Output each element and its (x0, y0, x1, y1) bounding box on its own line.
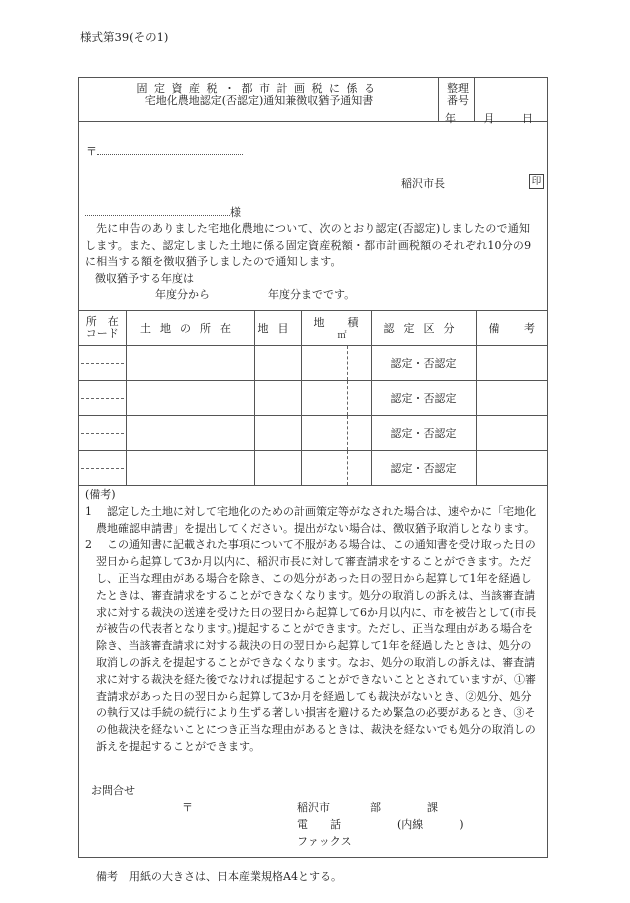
inquiry-label: お問合せ (91, 784, 135, 797)
footer-note: 備考 用紙の大きさは、日本産業規格A4とする。 (96, 870, 342, 883)
form-id: 様式第39(その1) (80, 30, 169, 44)
extension-close: ) (459, 818, 464, 831)
header-remarks (476, 311, 547, 346)
header-area-part-1: 地 (313, 316, 325, 329)
reference-number-label (440, 83, 476, 107)
form-title-line-1: 固定資産税・都市計画税に係る (136, 82, 382, 95)
date-month: 月 (483, 112, 495, 125)
remarks-cell[interactable] (476, 416, 547, 451)
dashed-divider (81, 468, 124, 469)
header-area-unit: ㎡ (337, 331, 347, 341)
header-area (301, 311, 371, 346)
dashed-divider (81, 433, 124, 434)
honorific: 様 (230, 206, 241, 219)
land-category-cell[interactable] (254, 346, 301, 381)
classification-cell[interactable]: 認定・否認定 (371, 416, 476, 451)
area-cell[interactable] (301, 416, 371, 451)
header-land-category: 地目 (254, 311, 301, 346)
note-text: 認定した土地に対して宅地化のための計画策定等がなされた場合は、速やかに「宅地化農地確認申請書」を提出してください。提出がない場合は、徴収猶予取消しとなります。 (96, 504, 536, 535)
dashed-divider (347, 416, 348, 450)
location-cell[interactable] (126, 451, 254, 486)
location-cell[interactable] (126, 416, 254, 451)
classification-cell[interactable]: 認定・否認定 (371, 381, 476, 416)
header-remarks-part-2: 考 (524, 322, 535, 335)
land-table (79, 310, 547, 486)
addressee-name-field[interactable] (85, 215, 230, 216)
deferral-label: 徴収猶予する年度は (95, 272, 194, 285)
header-code-line-1: 所 在 (85, 315, 119, 328)
form-title-line-2: 宅地化農地認定(否認定)通知兼徴収猶予通知書 (144, 94, 374, 107)
location-code-cell[interactable] (79, 381, 126, 416)
note-item (85, 537, 542, 755)
deferral-to-label: 年度分までです。 (268, 288, 356, 301)
inquiry-city: 稲沢市 (297, 801, 330, 814)
classification-cell[interactable]: 認定・否認定 (371, 451, 476, 486)
dashed-divider (347, 451, 348, 485)
table-row (79, 451, 547, 486)
header-classification: 認定区分 (371, 311, 476, 346)
land-category-cell[interactable] (254, 451, 301, 486)
notes-heading: (備考) (85, 488, 116, 501)
notice-paragraph: 先に申告のありました宅地化農地について、次のとおり認定(否認定)しましたので通知します。また、認定しました土地に係る固定資産税額・都市計画税額のそれぞれ10分の9に相当する額を徴収猶予しましたので通知します。 (85, 222, 532, 268)
reference-label-line-2: 番号 (447, 94, 469, 107)
date-year: 年 (445, 112, 456, 125)
inquiry-fax: ファックス (297, 835, 352, 848)
postal-mark-icon: 〒 (182, 801, 193, 814)
land-category-cell[interactable] (254, 381, 301, 416)
header-location-code (79, 311, 126, 346)
location-code-cell[interactable] (79, 416, 126, 451)
notes-section (85, 487, 542, 756)
land-category-cell[interactable] (254, 416, 301, 451)
remarks-cell[interactable] (476, 381, 547, 416)
reference-label-line-1: 整理 (447, 82, 469, 95)
header-code-line-2: コード (85, 327, 119, 340)
deferral-period (95, 271, 355, 303)
seal-icon: 印 (529, 174, 544, 189)
deferral-from-label: 年度分から (155, 288, 210, 301)
header-location: 土地の所在 (126, 311, 254, 346)
note-number: 1 (85, 504, 92, 518)
location-cell[interactable] (126, 381, 254, 416)
location-code-cell[interactable] (79, 451, 126, 486)
note-item (85, 504, 542, 538)
phone-label: 電 話 (297, 818, 341, 831)
location-code-cell[interactable] (79, 346, 126, 381)
postal-mark-icon: 〒 (86, 145, 97, 158)
recipient-postal-field[interactable] (97, 154, 243, 155)
header-area-part-2: 積 (347, 316, 359, 329)
form-title (79, 83, 439, 107)
inquiry-phone (297, 817, 464, 834)
table-row (79, 346, 547, 381)
dashed-divider (347, 381, 348, 415)
remarks-cell[interactable] (476, 451, 547, 486)
issuer-name: 稲沢市長 (401, 177, 445, 190)
dashed-divider (81, 363, 124, 364)
inquiry-section-label: 課 (427, 801, 438, 814)
note-number: 2 (85, 538, 92, 552)
note-text: この通知書に記載された事項について不服がある場合は、この通知書を受け取った日の翌日から起算して3か月以内に、稲沢市長に対して審査請求をすることができます。ただし、正当な理由がある場合を除き、この処分があった日の翌日から起算して1年を経過したときは、審査請求をすることができなくなります。処分の取消しの訴えは、当該審査請求に対する裁決の送達を受けた日の翌日から起算して6か月以内に、市を被告として(市長が被告の代表者となります。)提起することができます。ただし、正当な理由がある場合を除き、当該審査請求に対する裁決の日の翌日から起算して1年を経過したときは、処分の取消しの訴えを提起することができなくなります。なお、処分の取消しの訴えは、審査請求に対する裁決を経た後でなければ提起することができないこととされていますが、①審査請求があった日の翌日から起算して3か月を経過しても裁決がないとき、②処分、処分の執行又は手続の続行により生ずる著しい損害を避けるため緊急の必要があるとき、③その他裁決を経ないことにつき正当な理由があるときは、裁決を経ないでも処分の取消しの訴えを提起することができます。 (96, 538, 537, 753)
extension-open: (内線 (397, 818, 424, 831)
location-cell[interactable] (126, 346, 254, 381)
dashed-divider (347, 346, 348, 380)
inquiry-department (297, 800, 438, 817)
area-cell[interactable] (301, 381, 371, 416)
area-cell[interactable] (301, 451, 371, 486)
area-cell[interactable] (301, 346, 371, 381)
remarks-cell[interactable] (476, 346, 547, 381)
header-remarks-part-1: 備 (488, 322, 500, 335)
classification-cell[interactable]: 認定・否認定 (371, 346, 476, 381)
table-row (79, 381, 547, 416)
table-row (79, 416, 547, 451)
dashed-divider (81, 398, 124, 399)
issue-date (421, 110, 533, 126)
recipient-postal (86, 143, 243, 159)
date-day: 日 (522, 112, 533, 125)
addressee (85, 204, 241, 220)
inquiry-dept: 部 (370, 801, 381, 814)
table-header-row (79, 311, 547, 346)
notice-form (78, 77, 548, 858)
